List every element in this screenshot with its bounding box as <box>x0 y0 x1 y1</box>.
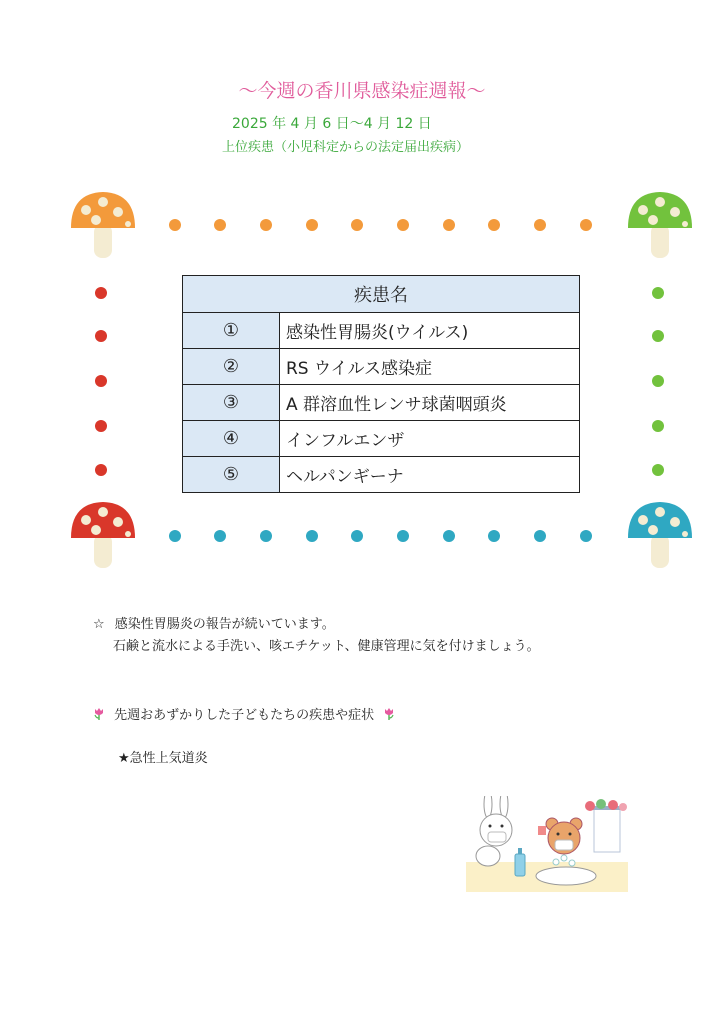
frame-dot <box>351 219 363 231</box>
frame-dot <box>214 530 226 542</box>
orange-mushroom-icon <box>68 188 138 264</box>
tulip-icon <box>382 707 396 721</box>
symptom-list-item: ★急性上気道炎 <box>118 751 208 766</box>
frame-dot <box>488 219 500 231</box>
subtitle: 上位疾患（小児科定からの法定届出疾病） <box>222 140 470 155</box>
frame-dot <box>95 330 107 342</box>
frame-dot <box>95 464 107 476</box>
frame-dot <box>260 530 272 542</box>
handwashing-illustration <box>466 796 628 892</box>
frame-dot <box>652 464 664 476</box>
frame-dot <box>488 530 500 542</box>
section-heading-text: 先週おあずかりした子どもたちの疾患や症状 <box>114 708 375 723</box>
frame-dot <box>351 530 363 542</box>
table-row <box>183 385 580 421</box>
frame-dot <box>652 287 664 299</box>
frame-dot <box>534 530 546 542</box>
frame-dot <box>306 219 318 231</box>
disease-ranking-table <box>182 275 580 493</box>
frame-dot <box>397 530 409 542</box>
frame-dot <box>534 219 546 231</box>
rank-cell: ② <box>183 349 280 385</box>
notice-line-1 <box>93 614 540 636</box>
section-heading <box>92 704 396 723</box>
frame-dot <box>443 219 455 231</box>
frame-dot <box>580 530 592 542</box>
tulip-icon <box>92 707 106 721</box>
disease-name-cell: インフルエンザ <box>280 421 580 457</box>
frame-dot <box>652 330 664 342</box>
rank-cell: ⑤ <box>183 457 280 493</box>
table-row <box>183 421 580 457</box>
teal-mushroom-icon <box>625 498 695 574</box>
rank-cell: ③ <box>183 385 280 421</box>
green-mushroom-icon <box>625 188 695 264</box>
frame-dot <box>95 375 107 387</box>
frame-dot <box>260 219 272 231</box>
table-row <box>183 349 580 385</box>
table-row <box>183 313 580 349</box>
frame-dot <box>652 375 664 387</box>
frame-dot <box>95 420 107 432</box>
disease-name-cell: 感染性胃腸炎(ウイルス) <box>280 313 580 349</box>
disease-name-cell: ヘルパンギーナ <box>280 457 580 493</box>
frame-dot <box>169 530 181 542</box>
page-title: ～今週の香川県感染症週報～ <box>238 80 486 102</box>
table-row <box>183 457 580 493</box>
notice-text-2: 石鹸と流水による手洗い、咳エチケット、健康管理に気を付けましょう。 <box>113 639 540 654</box>
disease-name-cell: A 群溶血性レンサ球菌咽頭炎 <box>280 385 580 421</box>
star-outline-icon: ☆ <box>93 617 105 632</box>
rank-cell: ① <box>183 313 280 349</box>
date-range: 2025 年 4 月 6 日～4 月 12 日 <box>232 116 432 132</box>
frame-dot <box>652 420 664 432</box>
frame-dot <box>169 219 181 231</box>
disease-name-cell: RS ウイルス感染症 <box>280 349 580 385</box>
frame-dot <box>397 219 409 231</box>
notice-text-1: 感染性胃腸炎の報告が続いています。 <box>114 617 335 632</box>
frame-dot <box>214 219 226 231</box>
rank-cell: ④ <box>183 421 280 457</box>
frame-dot <box>443 530 455 542</box>
red-mushroom-icon <box>68 498 138 574</box>
frame-dot <box>306 530 318 542</box>
frame-dot <box>580 219 592 231</box>
table-header-row <box>183 276 580 313</box>
frame-dot <box>95 287 107 299</box>
notice <box>93 614 540 658</box>
table-header: 疾患名 <box>183 276 580 313</box>
